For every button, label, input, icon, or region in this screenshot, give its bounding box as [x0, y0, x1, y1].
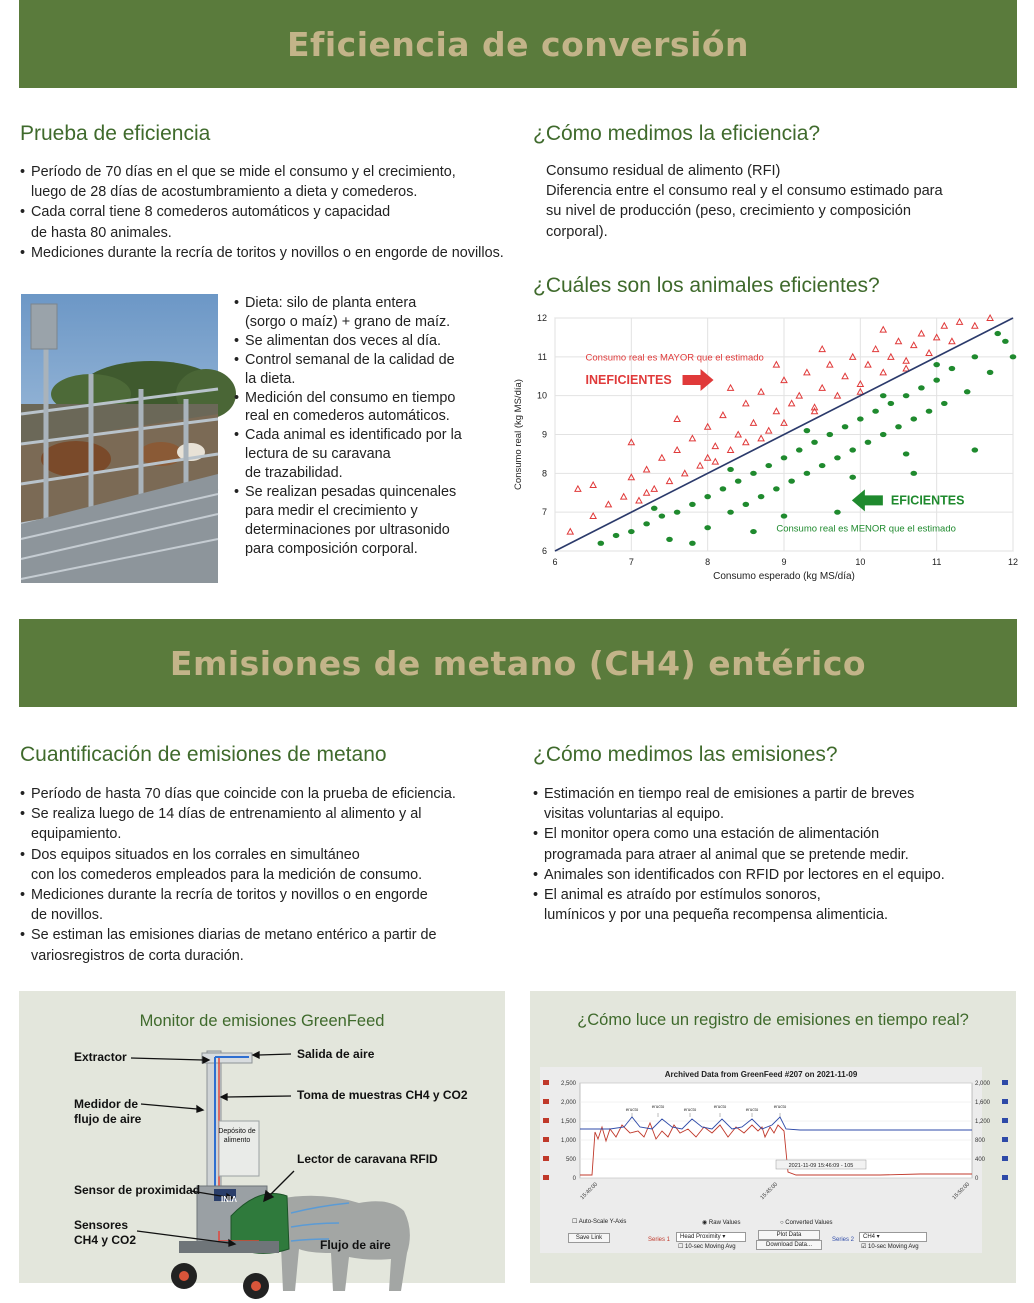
- right-axis-marker: [1002, 1080, 1008, 1085]
- annotation-text: Consumo real es MENOR que el estimado: [776, 523, 956, 535]
- bullet-line: • Se alimentan dos veces al día.: [245, 332, 441, 349]
- banner-title: Emisiones de metano (CH4) entérico: [169, 643, 867, 683]
- annotation-ineficientes: INEFICIENTES: [585, 373, 672, 388]
- data-point-eficiente: [949, 366, 956, 371]
- left-axis-label: 500: [565, 1157, 576, 1163]
- label-sensor-proximidad: Sensor de proximidad: [74, 1183, 201, 1197]
- right-axis-label: 800: [975, 1138, 986, 1144]
- bullet-item: [20, 804, 515, 844]
- bullet-line: • Dieta: silo de planta entera: [245, 295, 417, 311]
- data-point-eficiente: [895, 424, 902, 429]
- data-point-eficiente: [910, 471, 917, 476]
- data-point-eficiente: [872, 409, 879, 414]
- greenfeed-diagram-title: Monitor de emisiones GreenFeed: [139, 1012, 385, 1030]
- bullet-line: programada para atraer al animal que se pretende medir.: [544, 846, 909, 863]
- bullet-item: [20, 202, 515, 242]
- bullet-line: • Período de 70 días en el que se mide el consumo y el crecimiento,: [31, 164, 456, 180]
- bullet-item: [533, 865, 1013, 885]
- data-point-eficiente: [857, 416, 864, 421]
- moving-avg2-checkbox[interactable]: ☑ 10-sec Moving Avg: [861, 1244, 919, 1250]
- bullet-line: • El animal es atraído por estímulos sonoros,: [544, 887, 821, 904]
- bullet-line: real en comederos automáticos.: [245, 408, 450, 425]
- bullet-item: [20, 243, 515, 263]
- left-axis-marker: [543, 1156, 549, 1161]
- data-point-eficiente: [865, 440, 872, 445]
- bullet-item: [234, 332, 504, 351]
- series2-select[interactable]: CH4 ▾: [859, 1232, 927, 1242]
- y-tick-label: 10: [536, 390, 547, 401]
- data-point-eficiente: [765, 463, 772, 468]
- y-axis-label: Consumo real (kg MS/día): [513, 379, 524, 490]
- data-point-eficiente: [903, 393, 910, 398]
- data-point-eficiente: [849, 447, 856, 452]
- banner-title: Eficiencia de conversión: [286, 24, 750, 64]
- data-point-eficiente: [941, 401, 948, 406]
- x-axis-time-label: 15:45:00: [759, 1181, 779, 1201]
- section-banner-metano: [19, 619, 1017, 707]
- feedlot-photo-drawing: [21, 294, 218, 583]
- bullet-line: para composición corporal.: [245, 540, 418, 557]
- left-axis-label: 1,000: [560, 1138, 576, 1144]
- bullet-list-dieta: [234, 294, 504, 559]
- bullet-line: • Medición del consumo en tiempo: [245, 389, 456, 406]
- data-point-eficiente: [704, 494, 711, 499]
- y-tick-label: 6: [541, 546, 547, 556]
- data-point-eficiente: [727, 467, 734, 472]
- x-axis-time-label: 15:40:00: [579, 1181, 599, 1201]
- x-axis-label: Consumo esperado (kg MS/día): [713, 571, 855, 582]
- annotation-text: Consumo real es MAYOR que el estimado: [585, 352, 764, 364]
- bullet-line: • Cada animal es identificado por la: [245, 427, 462, 444]
- data-point-eficiente: [659, 513, 666, 518]
- bullet-line: de novillos.: [31, 907, 103, 924]
- data-point-eficiente: [796, 447, 803, 452]
- data-point-eficiente: [827, 432, 834, 437]
- data-point-eficiente: [918, 385, 925, 390]
- raw-values-label: Raw Values: [708, 1220, 741, 1226]
- data-point-eficiente: [964, 389, 971, 394]
- bullet-item: [20, 845, 515, 885]
- bullet-item: [234, 426, 504, 483]
- label-line: flujo de aire: [74, 1112, 142, 1126]
- bullet-line: lumínicos y por una pequeña recompensa alimenticia.: [544, 907, 888, 924]
- label-flujo-aire: Flujo de aire: [320, 1238, 391, 1252]
- right-axis-label: 0: [975, 1176, 979, 1182]
- bullet-line: de trazabilidad.: [245, 465, 343, 482]
- inia-logo-text: INIA: [221, 1195, 237, 1204]
- heading-cuantificacion: Cuantificación de emisiones de metano: [20, 743, 387, 766]
- bullet-line: visitas voluntarias al equipo.: [544, 806, 724, 823]
- data-point-eficiente: [750, 471, 757, 476]
- data-point-eficiente: [613, 533, 620, 538]
- raw-values-radio[interactable]: ◉ Raw Values: [702, 1220, 741, 1226]
- bullet-line: de hasta 80 animales.: [31, 224, 172, 241]
- data-point-eficiente: [643, 521, 650, 526]
- x-tick-label: 10: [855, 557, 866, 567]
- rfi-scatter-chart: [505, 308, 1025, 593]
- data-point-eficiente: [689, 541, 696, 546]
- moving-avg1-label: 10-sec Moving Avg: [685, 1244, 736, 1250]
- y-tick-label: 7: [541, 507, 547, 518]
- plot-data-button[interactable]: Plot Data: [758, 1230, 820, 1240]
- bullet-line: • Mediciones durante la recría de toritos y novillos o en engorde: [31, 887, 428, 904]
- right-axis-marker: [1002, 1175, 1008, 1180]
- moving-avg1-checkbox[interactable]: ☐ 10-sec Moving Avg: [678, 1244, 736, 1250]
- data-point-eficiente: [987, 370, 994, 375]
- peak-label: eructo: [773, 1104, 787, 1109]
- bullet-item: [533, 784, 1013, 824]
- peak-label: eructo: [745, 1107, 759, 1112]
- x-tick-label: 11: [931, 557, 942, 567]
- data-point-eficiente: [910, 416, 917, 421]
- peak-label: eructo: [713, 1104, 727, 1109]
- label-extractor: Extractor: [74, 1050, 127, 1064]
- left-axis-label: 2,500: [560, 1081, 576, 1087]
- y-tick-label: 11: [537, 351, 547, 362]
- autoscale-checkbox[interactable]: ☐ Auto-Scale Y-Axis: [572, 1219, 627, 1225]
- right-axis-label: 1,600: [975, 1100, 991, 1106]
- data-point-eficiente: [704, 525, 711, 530]
- label-salida-aire: Salida de aire: [297, 1047, 375, 1061]
- data-point-eficiente: [743, 502, 750, 507]
- bullet-line: • Estimación en tiempo real de emisiones a partir de breves: [544, 786, 915, 802]
- bullet-item: [20, 784, 515, 804]
- feedlot-photo: [21, 294, 218, 583]
- data-point-eficiente: [651, 506, 658, 511]
- x-tick-label: 9: [781, 557, 787, 567]
- bullet-line: • Período de hasta 70 días que coincide con la prueba de eficiencia.: [31, 786, 456, 802]
- data-point-eficiente: [842, 424, 849, 429]
- rfi-scatter-svg: [505, 308, 1025, 593]
- left-axis-label: 0: [572, 1176, 576, 1182]
- y-tick-label: 9: [541, 429, 547, 440]
- save-link-button[interactable]: Save Link: [568, 1233, 610, 1243]
- heading-prueba-eficiencia: Prueba de eficiencia: [20, 122, 211, 145]
- download-data-button[interactable]: Download Data...: [756, 1240, 822, 1250]
- label-medidor-flujo: [74, 1097, 141, 1127]
- label-deposito: [212, 1127, 262, 1145]
- bullet-line: (sorgo o maíz) + grano de maíz.: [245, 313, 451, 330]
- series1-value: Head Proximity: [680, 1234, 721, 1240]
- data-point-eficiente: [880, 393, 887, 398]
- series1-select[interactable]: Head Proximity ▾: [676, 1232, 746, 1242]
- label-toma-muestras: Toma de muestras CH4 y CO2: [297, 1088, 468, 1102]
- archived-data-title: Archived Data from GreenFeed #207 on 2021-11-09: [664, 1070, 858, 1079]
- heading-animales-eficientes: ¿Cuáles son los animales eficientes?: [533, 274, 880, 297]
- bullet-item: [20, 925, 515, 965]
- tooltip-text: 2021-11-09 15:46:09 - 105: [788, 1163, 854, 1169]
- peak-label: eructo: [683, 1107, 697, 1112]
- data-point-eficiente: [933, 378, 940, 383]
- right-axis-marker: [1002, 1156, 1008, 1161]
- data-point-eficiente: [735, 479, 742, 484]
- bullet-line: para medir el crecimiento y: [245, 502, 418, 519]
- bullet-line: • Animales son identificados con RFID por lectores en el equipo.: [544, 866, 945, 883]
- bullet-line: • El monitor opera como una estación de alimentación: [544, 826, 880, 843]
- data-point-eficiente: [720, 486, 727, 491]
- label-line: Sensores: [74, 1218, 129, 1232]
- converted-values-label: Converted Values: [785, 1220, 833, 1226]
- series2-label: Series 2: [832, 1237, 855, 1243]
- bullet-line: la dieta.: [245, 370, 296, 387]
- data-point-eficiente: [888, 401, 895, 406]
- data-point-eficiente: [933, 362, 940, 367]
- bullet-line: • Cada corral tiene 8 comederos automáticos y capacidad: [31, 204, 391, 221]
- bullet-line: luego de 28 días de acostumbramiento a dieta y comederos.: [31, 184, 418, 201]
- left-axis-marker: [543, 1099, 549, 1104]
- left-axis-label: 1,500: [560, 1119, 576, 1125]
- bullet-item: [20, 162, 515, 202]
- bullet-line: determinaciones por ultrasonido: [245, 521, 450, 538]
- data-point-eficiente: [758, 494, 765, 499]
- bullet-line: • Mediciones durante la recría de toritos y novillos o en engorde de novillos.: [31, 244, 504, 261]
- bullet-line: • Se estiman las emisiones diarias de metano entérico a partir de: [31, 927, 437, 944]
- heading-como-medimos-emisiones: ¿Cómo medimos las emisiones?: [533, 743, 838, 766]
- data-point-eficiente: [804, 428, 811, 433]
- x-axis-time-label: 15:50:00: [951, 1181, 971, 1201]
- label-line: Depósito de: [218, 1128, 256, 1135]
- paragraph-line: Diferencia entre el consumo real y el consumo estimado para: [546, 183, 943, 200]
- paragraph-line: corporal).: [546, 223, 608, 240]
- bullet-line: • Control semanal de la calidad de: [245, 351, 455, 368]
- bullet-line: lectura de su caravana: [245, 446, 391, 463]
- bullet-list-prueba: [20, 162, 515, 263]
- data-point-eficiente: [819, 463, 826, 468]
- right-axis-label: 400: [975, 1157, 986, 1163]
- data-point-eficiente: [781, 513, 788, 518]
- label-line: alimento: [223, 1137, 251, 1144]
- data-point-eficiente: [849, 475, 856, 480]
- data-point-eficiente: [926, 409, 933, 414]
- bullet-line: con los comederos empleados para la medición de consumo.: [31, 866, 423, 883]
- left-axis-label: 2,000: [560, 1100, 576, 1106]
- paragraph-line: Consumo residual de alimento (RFI): [546, 163, 781, 179]
- data-point-eficiente: [727, 510, 734, 515]
- data-point-eficiente: [811, 440, 818, 445]
- data-point-eficiente: [903, 451, 910, 456]
- x-tick-label: 7: [628, 557, 634, 567]
- right-axis-marker: [1002, 1137, 1008, 1142]
- data-point-eficiente: [773, 486, 780, 491]
- label-line: Medidor de: [74, 1097, 139, 1111]
- bullet-item: [20, 885, 515, 925]
- heading-como-medimos-eficiencia: ¿Cómo medimos la eficiencia?: [533, 122, 821, 145]
- label-sensores: [74, 1218, 136, 1248]
- paragraph-rfi: [546, 161, 1006, 242]
- right-axis-marker: [1002, 1099, 1008, 1104]
- data-point-eficiente: [781, 455, 788, 460]
- bullet-item: [234, 351, 504, 389]
- right-axis-label: 2,000: [975, 1081, 991, 1087]
- label-lector-rfid: Lector de caravana RFID: [297, 1152, 438, 1166]
- data-point-eficiente: [972, 354, 979, 359]
- data-point-eficiente: [994, 331, 1001, 336]
- left-axis-marker: [543, 1137, 549, 1142]
- data-point-eficiente: [1002, 339, 1009, 344]
- data-point-eficiente: [1010, 354, 1017, 359]
- annotation-eficientes: EFICIENTES: [890, 493, 965, 508]
- data-point-eficiente: [598, 541, 605, 546]
- series2-value: CH4: [863, 1234, 876, 1240]
- series1-label: Series 1: [648, 1237, 671, 1243]
- bullet-list-cuantificacion: [20, 784, 515, 966]
- x-tick-label: 12: [1007, 557, 1019, 567]
- data-point-eficiente: [666, 537, 673, 542]
- greenfeed-data-screenshot: [540, 1067, 991, 1253]
- y-tick-label: 8: [541, 468, 547, 479]
- bullet-line: • Se realizan pesadas quincenales: [245, 484, 457, 501]
- bullet-line: variosregistros de corta duración.: [31, 947, 244, 964]
- left-axis-marker: [543, 1175, 549, 1180]
- right-axis-marker: [1002, 1118, 1008, 1123]
- data-point-eficiente: [750, 529, 757, 534]
- converted-values-radio[interactable]: ○ Converted Values: [780, 1220, 833, 1226]
- bullet-line: • Dos equipos situados en los corrales en simultáneo: [31, 846, 360, 863]
- y-tick-label: 12: [536, 313, 547, 323]
- left-axis-marker: [543, 1080, 549, 1085]
- data-point-eficiente: [834, 510, 841, 515]
- bullet-line: • Se realiza luego de 14 días de entrenamiento al alimento y al: [31, 806, 422, 823]
- data-point-eficiente: [674, 510, 681, 515]
- data-point-eficiente: [880, 432, 887, 437]
- bullet-item: [533, 885, 1013, 925]
- bullet-item: [234, 294, 504, 332]
- peak-label: eructo: [651, 1104, 665, 1109]
- data-point-eficiente: [788, 479, 795, 484]
- data-point-eficiente: [834, 455, 841, 460]
- realtime-record-title: ¿Cómo luce un registro de emisiones en tiempo real?: [577, 1011, 969, 1029]
- data-point-eficiente: [628, 529, 635, 534]
- bullet-list-emisiones: [533, 784, 1013, 925]
- section-banner-eficiencia: [19, 0, 1017, 88]
- moving-avg2-label: 10-sec Moving Avg: [868, 1244, 919, 1250]
- data-point-eficiente: [689, 502, 696, 507]
- left-axis-marker: [543, 1118, 549, 1123]
- autoscale-label: Auto-Scale Y-Axis: [578, 1219, 627, 1225]
- x-tick-label: 6: [552, 557, 558, 567]
- bullet-line: equipamiento.: [31, 826, 122, 843]
- bullet-item: [234, 389, 504, 427]
- data-point-eficiente: [804, 471, 811, 476]
- right-axis-label: 1,200: [975, 1119, 991, 1125]
- data-point-eficiente: [972, 447, 979, 452]
- label-line: CH4 y CO2: [74, 1233, 137, 1247]
- paragraph-line: su nivel de producción (peso, crecimiento y composición: [546, 203, 912, 220]
- bullet-item: [533, 824, 1013, 864]
- peak-label: eructo: [625, 1107, 639, 1112]
- greenfeed-illustration: [19, 991, 505, 1303]
- bullet-item: [234, 483, 504, 559]
- x-tick-label: 8: [705, 557, 711, 567]
